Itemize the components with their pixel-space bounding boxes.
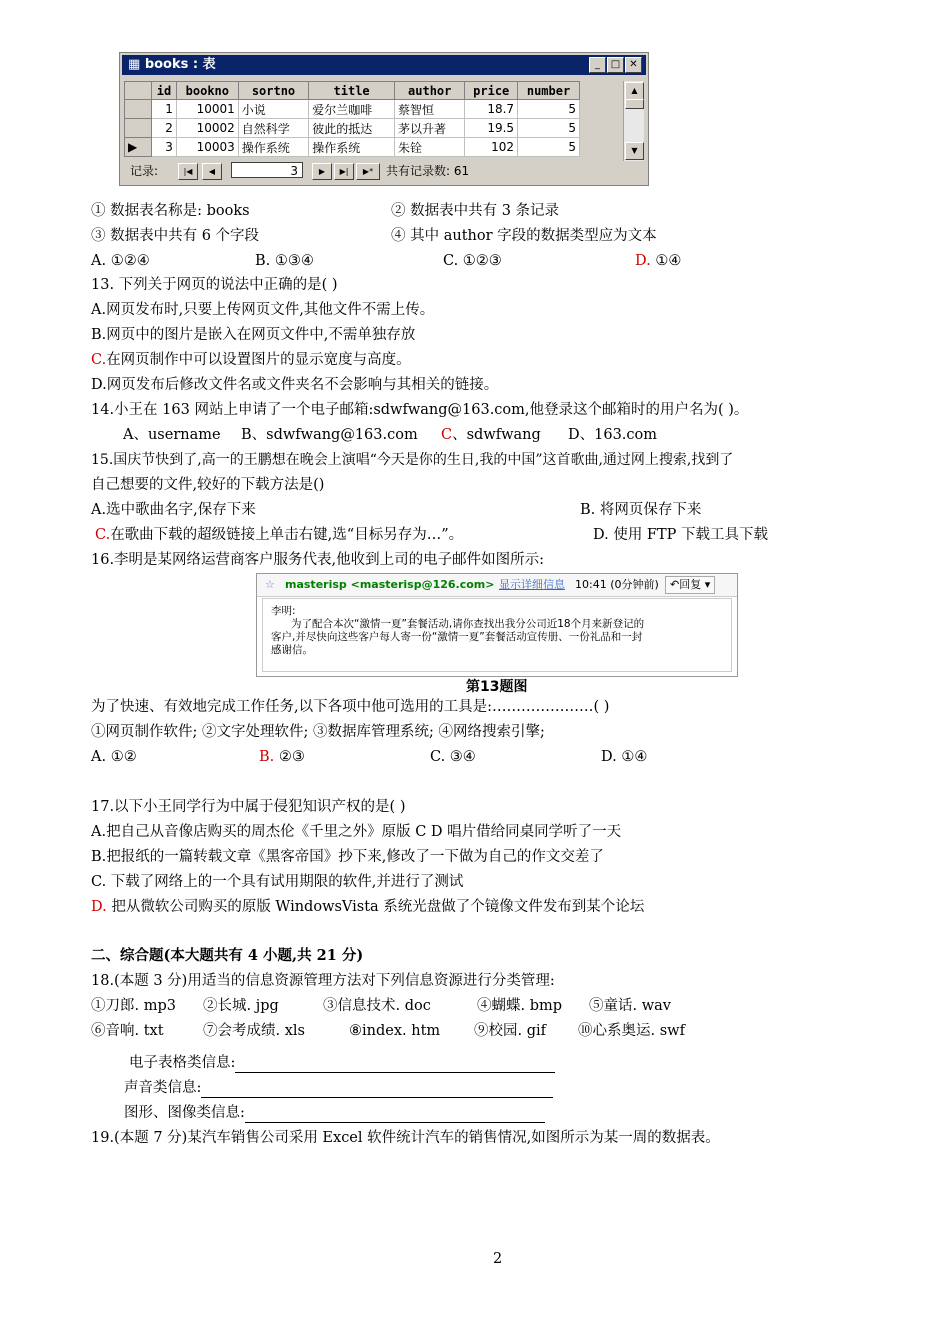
q15-option-b: B. 将网页保存下来 — [580, 502, 702, 518]
records-grid — [124, 81, 580, 157]
scroll-up-icon[interactable]: ▲ — [625, 82, 644, 100]
cell-id[interactable]: 1 — [152, 100, 177, 119]
column-header[interactable]: id — [152, 82, 177, 100]
q16-tools: ①网页制作软件; ②文字处理软件; ③数据库管理系统; ④网络搜索引擎; — [91, 724, 545, 740]
q14-option-c: C、sdwfwang — [441, 427, 541, 443]
q18-item: ⑦会考成绩. xls — [203, 1023, 305, 1039]
email-line: 为了配合本次“激情一夏”套餐活动,请你查找出我分公司近18个月来新登记的 — [291, 618, 645, 630]
q14-stem: 14.小王在 163 网站上申请了一个电子邮箱:sdwfwang@163.com,他登录这个邮箱时的用户名为( )。 — [91, 402, 749, 418]
q17-option-a: A.把自己从音像店购买的周杰伦《千里之外》原版 C D 唱片借给同桌同学听了一天 — [91, 824, 622, 840]
email-screenshot — [256, 573, 738, 677]
record-navigation-bar — [124, 161, 644, 181]
grid-header-row — [125, 82, 580, 100]
q17-option-d: D. 把从微软公司购买的原版 WindowsVista 系统光盘做了个镜像文件发布到某个论坛 — [91, 899, 645, 915]
q18-item: ②长城. jpg — [203, 998, 279, 1014]
record-label: 记录: — [130, 164, 159, 178]
q19-stem: 19.(本题 7 分)某汽车销售公司采用 Excel 软件统计汽车的销售情况,如图所示为某一周的数据表。 — [91, 1130, 720, 1146]
q18-blank-image: 图形、图像类信息: — [124, 1103, 545, 1123]
cell-author[interactable]: 朱铨 — [394, 138, 464, 157]
q12-choice-d: D. ①④ — [635, 253, 682, 269]
cell-sortno[interactable]: 自然科学 — [238, 119, 308, 138]
window-title: books : 表 — [144, 57, 216, 72]
cell-author[interactable]: 茅以升著 — [394, 119, 464, 138]
q14-option-b: B、sdwfwang@163.com — [241, 427, 418, 443]
cell-number[interactable]: 5 — [518, 119, 580, 138]
last-record-icon[interactable]: ▶| — [334, 163, 354, 180]
q13-stem: 13. 下列关于网页的说法中正确的是( ) — [91, 277, 338, 293]
books-table-window — [119, 52, 649, 186]
q13-option-d: D.网页发布后修改文件名或文件夹名不会影响与其相关的链接。 — [91, 377, 499, 393]
current-record-arrow-icon[interactable]: ▶ — [125, 138, 152, 157]
column-header[interactable]: price — [465, 82, 518, 100]
q15-stem-line2: 自己想要的文件,较好的下载方法是() — [91, 477, 325, 493]
q18-item: ⑥音响. txt — [91, 1023, 164, 1039]
table-row[interactable] — [125, 138, 580, 157]
cell-price[interactable]: 19.5 — [465, 119, 518, 138]
record-count: 共有记录数: 61 — [386, 164, 470, 178]
record-number-input[interactable]: 3 — [231, 162, 303, 178]
cell-sortno[interactable]: 操作系统 — [238, 138, 308, 157]
cell-title[interactable]: 爱尔兰咖啡 — [309, 100, 395, 119]
q17-option-c: C. 下载了网络上的一个具有试用期限的软件,并进行了测试 — [91, 874, 464, 890]
cell-price[interactable]: 18.7 — [465, 100, 518, 119]
table-row[interactable] — [125, 100, 580, 119]
show-details-link[interactable]: 显示详细信息 — [499, 578, 565, 591]
q12-choice-c: C. ①②③ — [443, 253, 502, 269]
cell-number[interactable]: 5 — [518, 138, 580, 157]
cell-bookno[interactable]: 10003 — [176, 138, 238, 157]
answer-letter: C. — [95, 527, 111, 543]
q18-stem: 18.(本题 3 分)用适当的信息资源管理方法对下列信息资源进行分类管理: — [91, 973, 555, 989]
q16-option-a: A. ①② — [91, 749, 137, 765]
column-header[interactable]: bookno — [176, 82, 238, 100]
close-icon[interactable]: ✕ — [625, 57, 642, 73]
scroll-thumb[interactable] — [625, 99, 644, 109]
reply-arrow-icon: ↶ — [670, 578, 680, 591]
vertical-scrollbar[interactable] — [623, 81, 644, 161]
q18-item: ③信息技术. doc — [323, 998, 431, 1014]
email-line: 客户,并尽快向这些客户每人寄一份“激情一夏”套餐活动宣传册、一份礼品和一封 — [271, 631, 643, 643]
window-titlebar — [122, 55, 646, 75]
table-row[interactable] — [125, 119, 580, 138]
section-heading: 二、综合题(本大题共有 4 小题,共 21 分) — [91, 947, 364, 964]
q15-option-a: A.选中歌曲名字,保存下来 — [91, 502, 256, 518]
q18-item: ⑨校园. gif — [474, 1023, 547, 1039]
answer-line[interactable] — [201, 1082, 553, 1098]
answer-letter: D. — [635, 253, 651, 269]
q13-option-a: A.网页发布时,只要上传网页文件,其他文件不需上传。 — [91, 302, 435, 318]
cell-title[interactable]: 彼此的抵达 — [309, 119, 395, 138]
star-icon[interactable]: ☆ — [265, 578, 275, 591]
q17-option-b: B.把报纸的一篇转载文章《黑客帝国》抄下来,修改了一下做为自己的作文交差了 — [91, 849, 604, 865]
email-body — [262, 598, 732, 672]
answer-letter: C — [441, 427, 453, 443]
q18-item: ⑩心系奥运. swf — [578, 1023, 685, 1039]
email-line: 感谢信。 — [271, 644, 313, 656]
q12-statement-3: ③ 数据表中共有 6 个字段 — [91, 228, 260, 244]
q16-stem: 16.李明是某网络运营商客户服务代表,他收到上司的电子邮件如图所示: — [91, 552, 545, 568]
q14-option-a: A、username — [123, 427, 221, 443]
q18-item: ④蝴蝶. bmp — [477, 998, 563, 1014]
prev-record-icon[interactable]: ◀ — [202, 163, 222, 180]
first-record-icon[interactable]: |◀ — [178, 163, 198, 180]
scroll-down-icon[interactable]: ▼ — [625, 142, 644, 160]
answer-letter: D. — [91, 899, 107, 915]
q16-option-c: C. ③④ — [430, 749, 476, 765]
q12-choice-b: B. ①③④ — [255, 253, 314, 269]
q18-item: ①刀郎. mp3 — [91, 998, 176, 1014]
q16-option-b: B. ②③ — [259, 749, 305, 765]
q12-choice-a: A. ①②④ — [91, 253, 150, 269]
cell-price[interactable]: 102 — [465, 138, 518, 157]
q12-statement-2: ② 数据表中共有 3 条记录 — [391, 203, 560, 219]
cell-number[interactable]: 5 — [518, 100, 580, 119]
q13-option-c: C.在网页制作中可以设置图片的显示宽度与高度。 — [91, 352, 411, 368]
cell-title[interactable]: 操作系统 — [309, 138, 395, 157]
column-header[interactable]: author — [394, 82, 464, 100]
q14-option-d: D、163.com — [568, 427, 658, 443]
email-sender: masterisp <masterisp@126.com> — [285, 578, 495, 591]
q16-option-d: D. ①④ — [601, 749, 648, 765]
q18-item: ⑤童话. wav — [589, 998, 671, 1014]
cell-sortno[interactable]: 小说 — [238, 100, 308, 119]
answer-letter: B. — [259, 749, 275, 765]
answer-line[interactable] — [235, 1057, 555, 1073]
maximize-icon[interactable]: □ — [607, 57, 624, 73]
q18-item: ⑧index. htm — [349, 1023, 441, 1039]
next-record-icon[interactable]: ▶ — [312, 163, 332, 180]
cell-bookno[interactable]: 10001 — [176, 100, 238, 119]
cell-id[interactable]: 3 — [152, 138, 177, 157]
cell-id[interactable]: 2 — [152, 119, 177, 138]
q13-option-b: B.网页中的图片是嵌入在网页文件中,不需单独存放 — [91, 327, 416, 343]
cell-bookno[interactable]: 10002 — [176, 119, 238, 138]
q16-question: 为了快速、有效地完成工作任务,以下各项中他可选用的工具是:…………………( ) — [91, 699, 610, 715]
q18-blank-audio: 声音类信息: — [124, 1078, 553, 1098]
new-record-icon[interactable]: ▶* — [356, 163, 380, 180]
row-selector[interactable] — [125, 100, 152, 119]
table-icon: ▦ — [128, 57, 145, 72]
cell-author[interactable]: 蔡智恒 — [394, 100, 464, 119]
column-header[interactable]: title — [309, 82, 395, 100]
row-selector[interactable] — [125, 119, 152, 138]
email-header — [257, 574, 737, 597]
minimize-icon[interactable]: _ — [589, 57, 606, 73]
reply-button[interactable]: ↶回复 ▾ — [665, 576, 715, 594]
q17-stem: 17.以下小王同学行为中属于侵犯知识产权的是( ) — [91, 799, 406, 815]
email-greeting: 李明: — [271, 605, 296, 617]
q15-stem-line1: 15.国庆节快到了,高一的王鹏想在晚会上演唱“今天是你的生日,我的中国”这首歌曲,通过网上搜索,找到了 — [91, 452, 734, 468]
figure-caption: 第13题图 — [466, 679, 528, 695]
column-header[interactable]: sortno — [238, 82, 308, 100]
q18-blank-spreadsheet: 电子表格类信息: — [129, 1053, 555, 1073]
answer-letter: C. — [91, 352, 107, 368]
row-selector-header — [125, 82, 152, 100]
page-number: 2 — [493, 1251, 503, 1267]
email-time: 10:41 (0分钟前) — [575, 578, 659, 591]
column-header[interactable]: number — [518, 82, 580, 100]
q12-statement-4: ④ 其中 author 字段的数据类型应为文本 — [391, 228, 657, 244]
answer-line[interactable] — [245, 1107, 545, 1123]
q15-option-d: D. 使用 FTP 下载工具下载 — [593, 527, 769, 543]
q12-statement-1: ① 数据表名称是: books — [91, 203, 250, 219]
q15-option-c: C.在歌曲下载的超级链接上单击右键,选“目标另存为…”。 — [95, 527, 464, 543]
